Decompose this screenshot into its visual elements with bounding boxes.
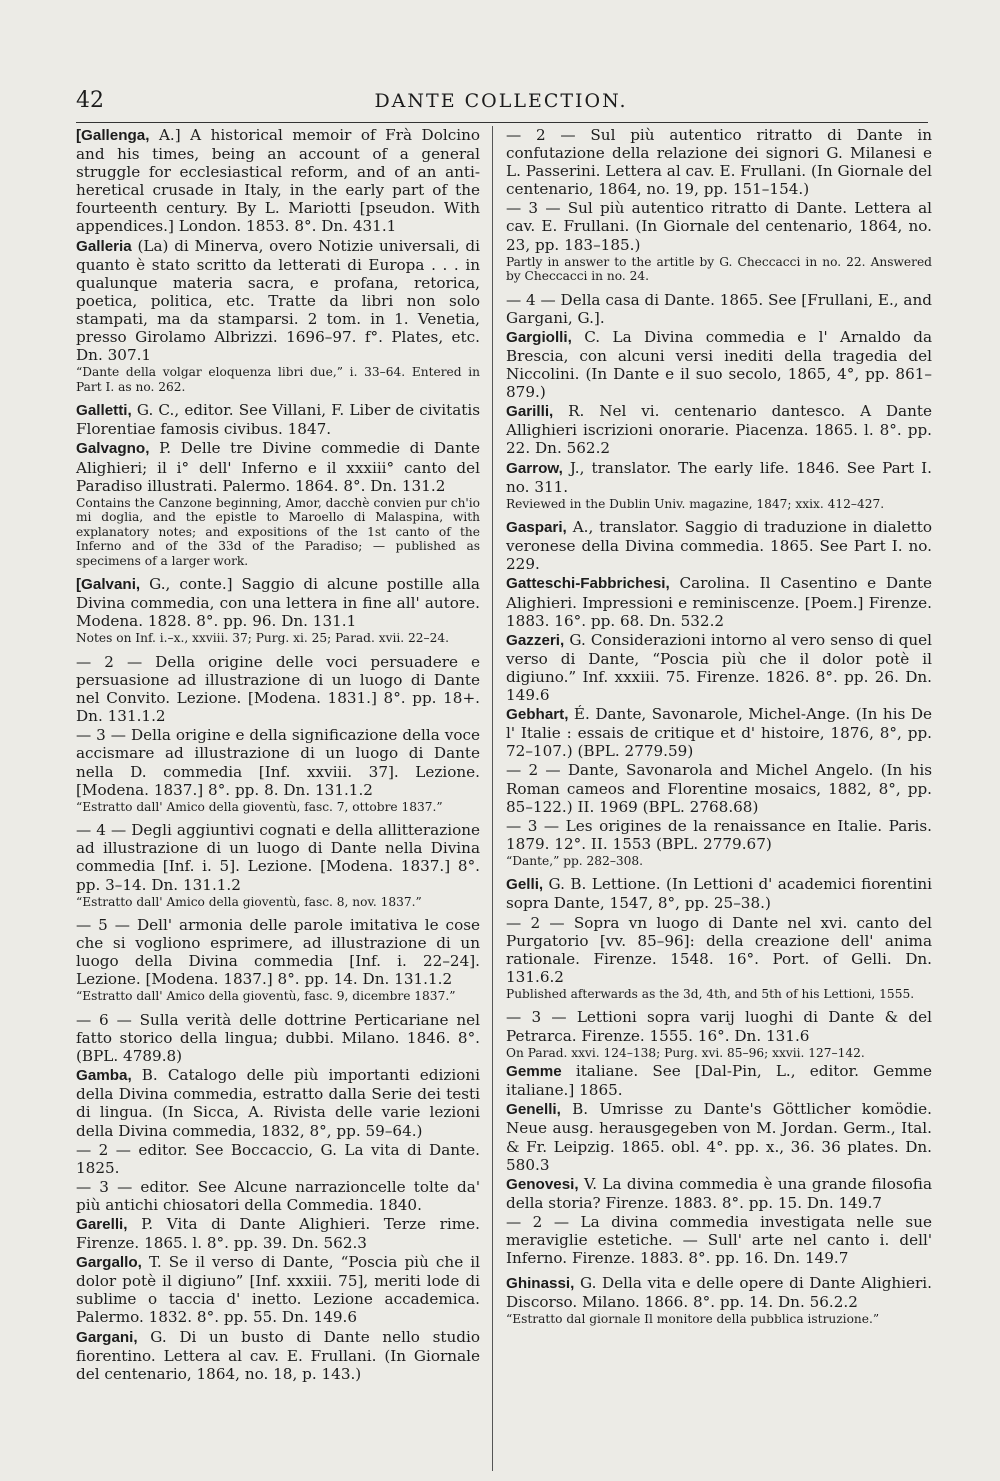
entry-text: G. Di un busto di Dante nello studio fiorentino. Lettera al cav. E. Frullani. (In Giornale del centenario, 1864, no. 18, p. 143.): [76, 1327, 480, 1383]
entry-text: — 3 — editor. See Alcune narrazioncelle tolte da' più antichi chiosatori della Commedia. 1840.: [76, 1177, 480, 1214]
entry-text: G. C., editor. See Villani, F. Liber de civitatis Florentiae famosis civibus. 1847.: [76, 401, 480, 439]
column-divider: [492, 126, 493, 1471]
entry-heading: Gelli,: [506, 876, 544, 894]
right-column: [506, 126, 932, 1329]
entry-text: G. B. Lettione. (In Lettioni d' academici fiorentini sopra Dante, 1547, 8°, pp. 25–38.): [506, 875, 932, 913]
entry-text: G., conte.] Saggio di alcune postille alla Divina commedia, con una lettera in fine all' autore. Modena. 1828. 8°. pp. 96. Dn. 131.1: [76, 575, 480, 631]
entry-text: C. La Divina commedia e l' Arnaldo da Brescia, con alcuni versi inediti della tragedia del Niccolini. (In Dante e il suo secolo, 1865, 4°, pp. 861–879.): [506, 327, 932, 402]
catalog-entry: [506, 402, 932, 457]
entry-text: — 5 — Dell' armonia delle parole imitativa le cose che si vogliono esprimere, ad illustrazione di un luogo della Divina commedia [Inf. i. 22–24]. Lezione. [Modena. 1837.] 8°. pp. 14. Dn. 131.1.2: [76, 916, 480, 989]
page-header: [76, 88, 926, 122]
entry-heading: Gamba,: [76, 1067, 132, 1085]
entry-heading: Genelli,: [506, 1101, 561, 1119]
note-text: Partly in answer to the artitle by G. Checcacci in no. 22. Answered by Checcacci in no. 24.: [506, 254, 932, 284]
entry-text: Carolina. Il Casentino e Dante Alighieri. Impressioni e reminiscenze. [Poem.] Firenze. 1883. 16°. pp. 68. Dn. 532.2: [506, 574, 932, 630]
entry-text: italiane. See [Dal-Pin, L., editor. Gemme italiane.] 1865.: [506, 1062, 932, 1100]
entry-text: — 3 — Les origines de la renaissance en Italie. Paris. 1879. 12°. II. 1553 (BPL. 2779.67): [506, 816, 932, 853]
catalog-entry: [76, 401, 480, 438]
catalog-entry: [76, 1215, 480, 1252]
entry-note: [506, 987, 932, 1002]
catalog-entry: [506, 1100, 932, 1173]
note-text: “Estratto dall' Amico della gioventù, fasc. 8, nov. 1837.”: [76, 894, 422, 909]
entry-text: — 2 — Dante, Savonarola and Michel Angelo. (In his Roman cameos and Florentine mosaics, 1882, 8°, pp. 85–122.) II. 1969 (BPL. 2768.68): [506, 761, 932, 816]
entry-note: [506, 854, 932, 869]
entry-text: — 4 — Degli aggiuntivi cognati e della allitterazione ad illustrazione di un luogo di Dante nella Divina commedia [Inf. i. 5]. Lezione. [Modena. 1837.] 8°. pp. 3–14. Dn. 131.1.2: [76, 821, 480, 894]
entry-heading: Gazzeri,: [506, 631, 565, 649]
catalog-entry: [506, 1062, 932, 1099]
entry-heading: Garilli,: [506, 403, 554, 421]
entry-text: — 4 — Della casa di Dante. 1865. See [Frullani, E., and Gargani, G.].: [506, 290, 932, 327]
catalog-entry: [506, 875, 932, 912]
entry-text: R. Nel vi. centenario dantesco. A Dante Allighieri iscrizioni onorarie. Piacenza. 1865. l. 8°. pp. 22. Dn. 562.2: [506, 402, 932, 458]
entry-text: — 3 — Della origine e della significazione della voce accismare ad illustrazione di un luogo di Dante nella D. commedia [Inf. xxviii. 37]. Lezione. [Modena. 1837.] 8°. pp. 8. Dn. 131.1.2: [76, 726, 480, 799]
entry-heading: [Galvani,: [76, 576, 141, 594]
entry-heading: [Gallenga,: [76, 127, 150, 144]
catalog-entry: [506, 126, 932, 198]
entry-note: [506, 497, 932, 512]
header-rule: [76, 122, 928, 123]
catalog-entry: [506, 459, 932, 496]
entry-heading: Gaspari,: [506, 519, 567, 537]
catalog-entry: [76, 439, 480, 494]
entry-heading: Gargiolli,: [506, 328, 572, 346]
catalog-entry: [506, 761, 932, 815]
entry-heading: Galvagno,: [76, 440, 150, 458]
entry-text: B. Umrisse zu Dante's Göttlicher komödie. Neue ausg. herausgegeben von M. Jordan. Germ., Ital. & Fr. Leipzig. 1865. obl. 4°. pp. x., 36. 36 plates. Dn. 580.3: [506, 1100, 932, 1174]
catalog-entry: [506, 914, 932, 986]
entry-heading: Gemme: [506, 1063, 562, 1081]
catalog-entry: [506, 1175, 932, 1212]
entry-text: — 2 — Sopra vn luogo di Dante nel xvi. canto del Purgatorio [vv. 85–96]: della creazione dell' anima rationale. Firenze. 1548. 16°. Port. of Gelli. Dn. 131.6.2: [506, 913, 932, 986]
entry-text: V. La divina commedia è una grande filosofia della storia? Firenze. 1883. 8°. pp. 15. Dn. 149.7: [506, 1174, 932, 1212]
note-text: “Estratto dall' Amico della gioventù, fasc. 9, dicembre 1837.”: [76, 989, 456, 1004]
entry-heading: Gargallo,: [76, 1254, 142, 1272]
entry-text: — 3 — Lettioni sopra varij luoghi di Dante & del Petrarca. Firenze. 1555. 16°. Dn. 131.6: [506, 1008, 932, 1045]
catalog-entry: [76, 916, 480, 988]
entry-note: [76, 800, 480, 815]
entry-heading: Genovesi,: [506, 1175, 579, 1193]
catalog-entry: [76, 1253, 480, 1326]
left-column: [76, 126, 480, 1384]
entry-text: G. Considerazioni intorno al vero senso di quel verso di Dante, “Poscia più che il dolor potè il digiuno.” Inf. xxxiii. 75. Firenze. 1826. 8°. pp. 26. Dn. 149.6: [506, 630, 932, 705]
entry-note: [76, 496, 480, 569]
entry-note: [76, 895, 480, 910]
page-number: 42: [76, 88, 104, 113]
entry-heading: Gargani,: [76, 1328, 138, 1346]
catalog-entry: [506, 705, 932, 760]
running-title: DANTE COLLECTION.: [374, 90, 628, 112]
entry-note: [506, 1312, 932, 1327]
note-text: “Dante,” pp. 282–308.: [506, 853, 644, 868]
catalog-entry: [506, 1213, 932, 1267]
entry-text: — 3 — Sul più autentico ritratto di Dante. Lettera al cav. E. Frullani. (In Giornale del centenario, 1864, no. 23, pp. 183–185.): [506, 199, 932, 254]
catalog-entry: [506, 518, 932, 573]
catalog-entry: [76, 821, 480, 893]
catalog-entry: [506, 328, 932, 401]
entry-heading: Gatteschi-Fabbrichesi,: [506, 575, 670, 593]
catalog-entry: [506, 291, 932, 327]
catalog-entry: [76, 126, 480, 236]
entry-text: G. Della vita e delle opere di Dante Alighieri. Discorso. Milano. 1866. 8°. pp. 14. Dn. 56.2.2: [506, 1274, 932, 1312]
catalog-entry: [76, 653, 480, 725]
entry-text: — 2 — Sul più autentico ritratto di Dante in confutazione della relazione dei signori G. Milanesi e L. Passerini. Lettera al cav. E. Frullani. (In Giornale del centenario, 1864, no. 19, pp. 151–154.): [506, 126, 932, 199]
catalog-entry: [76, 726, 480, 798]
note-text: Reviewed in the Dublin Univ. magazine, 1847; xxix. 412–427.: [506, 496, 885, 511]
entry-heading: Ghinassi,: [506, 1275, 575, 1293]
entry-text: (La) di Minerva, overo Notizie universali, di quanto è stato scritto da letterati di Europa . . . in qualunque materia sacra, e profana, retorica, poetica, politica, etc. Tratte da libri non solo stampati, ma da stamparsi. 2 tom. in 1. Venetia, presso Girolamo Albrizzi. 1696–97. f°. Plates, etc. Dn. 307.1: [76, 236, 480, 365]
catalog-entry: [506, 1008, 932, 1044]
note-text: “Estratto dal giornale Il monitore della pubblica istruzione.”: [506, 1312, 880, 1327]
entry-text: A.] A historical memoir of Frà Dolcino and his times, being an account of a general struggle for ecclesiastical reform, and of an anti-heretical crusade in Italy, in the early part of the fourteenth century. By L. Mariotti [pseudon. With appendices.] London. 1853. 8°. Dn. 431.1: [76, 126, 480, 236]
catalog-entry: [76, 1178, 480, 1214]
entry-text: B. Catalogo delle più importanti edizioni della Divina commedia, estratto dalla Serie dei testi di lingua. (In Sicca, A. Rivista delle varie lezioni della Divina commedia, 1832, 8°, pp. 59–64.): [76, 1066, 480, 1140]
entry-heading: Gebhart,: [506, 706, 569, 724]
note-text: “Estratto dall' Amico della gioventù, fasc. 7, ottobre 1837.”: [76, 799, 443, 814]
entry-note: [506, 1046, 932, 1061]
entry-note: [76, 631, 480, 646]
catalog-entry: [76, 575, 480, 630]
entry-text: A., translator. Saggio di traduzione in dialetto veronese della Divina commedia. 1865. See Part I. no. 229.: [506, 518, 932, 574]
entry-heading: Galleria: [76, 237, 132, 255]
catalog-entry: [506, 199, 932, 253]
entry-text: — 6 — Sulla verità delle dottrine Perticariane nel fatto storico della lingua; dubbi. Milano. 1846. 8°. (BPL. 4789.8): [76, 1010, 480, 1066]
catalog-entry: [76, 1328, 480, 1383]
catalog-entry: [76, 1011, 480, 1065]
entry-text: P. Delle tre Divine commedie di Dante Alighieri; il i° dell' Inferno e il xxxiii° canto del Paradiso illustrati. Palermo. 1864. 8°. Dn. 131.2: [76, 439, 480, 495]
entry-note: [76, 365, 480, 394]
catalog-entry: [506, 631, 932, 704]
note-text: “Dante della volgar eloquenza libri due,” i. 33–64. Entered in Part I. as no. 262.: [76, 365, 480, 394]
entry-note: [506, 255, 932, 284]
entry-heading: Garelli,: [76, 1216, 128, 1233]
catalog-entry: [76, 1141, 480, 1177]
entry-text: — 2 — editor. See Boccaccio, G. La vita di Dante. 1825.: [76, 1140, 480, 1177]
entry-text: J., translator. The early life. 1846. See Part I. no. 311.: [506, 458, 932, 496]
entry-text: P. Vita di Dante Alighieri. Terze rime. Firenze. 1865. l. 8°. pp. 39. Dn. 562.3: [76, 1215, 480, 1253]
note-text: Contains the Canzone beginning, Amor, dacchè convien pur ch'io mi doglia, and the epistle to Maroello di Malaspina, with explanatory notes; and expositions of the 1st canto of the Inferno and of the 33d of the Paradiso; — published as specimens of a larger work.: [76, 495, 480, 568]
entry-heading: Garrow,: [506, 459, 563, 477]
catalog-entry: [76, 1066, 480, 1139]
catalog-entry: [76, 237, 480, 365]
entry-note: [76, 989, 480, 1004]
entry-text: — 2 — Della origine delle voci persuadere e persuasione ad illustrazione di un luogo di Dante nel Convito. Lezione. [Modena. 1831.] 8°. pp. 18+. Dn. 131.1.2: [76, 652, 480, 726]
note-text: On Parad. xxvi. 124–138; Purg. xvi. 85–96; xxvii. 127–142.: [506, 1045, 865, 1060]
catalog-entry: [506, 817, 932, 853]
entry-heading: Galletti,: [76, 402, 132, 420]
catalog-entry: [506, 574, 932, 629]
catalog-entry: [506, 1274, 932, 1311]
note-text: Published afterwards as the 3d, 4th, and 5th of his Lettioni, 1555.: [506, 986, 915, 1001]
entry-text: T. Se il verso di Dante, “Poscia più che il dolor potè il digiuno” [Inf. xxxiii. 75], meriti lode di sublime o taccia d' inetto. Lezione accademica. Palermo. 1832. 8°. pp. 55. Dn. 149.6: [76, 1253, 480, 1327]
entry-text: — 2 — La divina commedia investigata nelle sue meraviglie estetiche. — Sull' arte nel canto i. dell' Inferno. Firenze. 1883. 8°. pp. 16. Dn. 149.7: [506, 1212, 932, 1268]
note-text: Notes on Inf. i.–x., xxviii. 37; Purg. xi. 25; Parad. xvii. 22–24.: [76, 631, 449, 646]
entry-text: É. Dante, Savonarole, Michel-Ange. (In his De l' Italie : essais de critique et d' histoire, 1876, 8°, pp. 72–107.) (BPL. 2779.59): [506, 705, 932, 761]
